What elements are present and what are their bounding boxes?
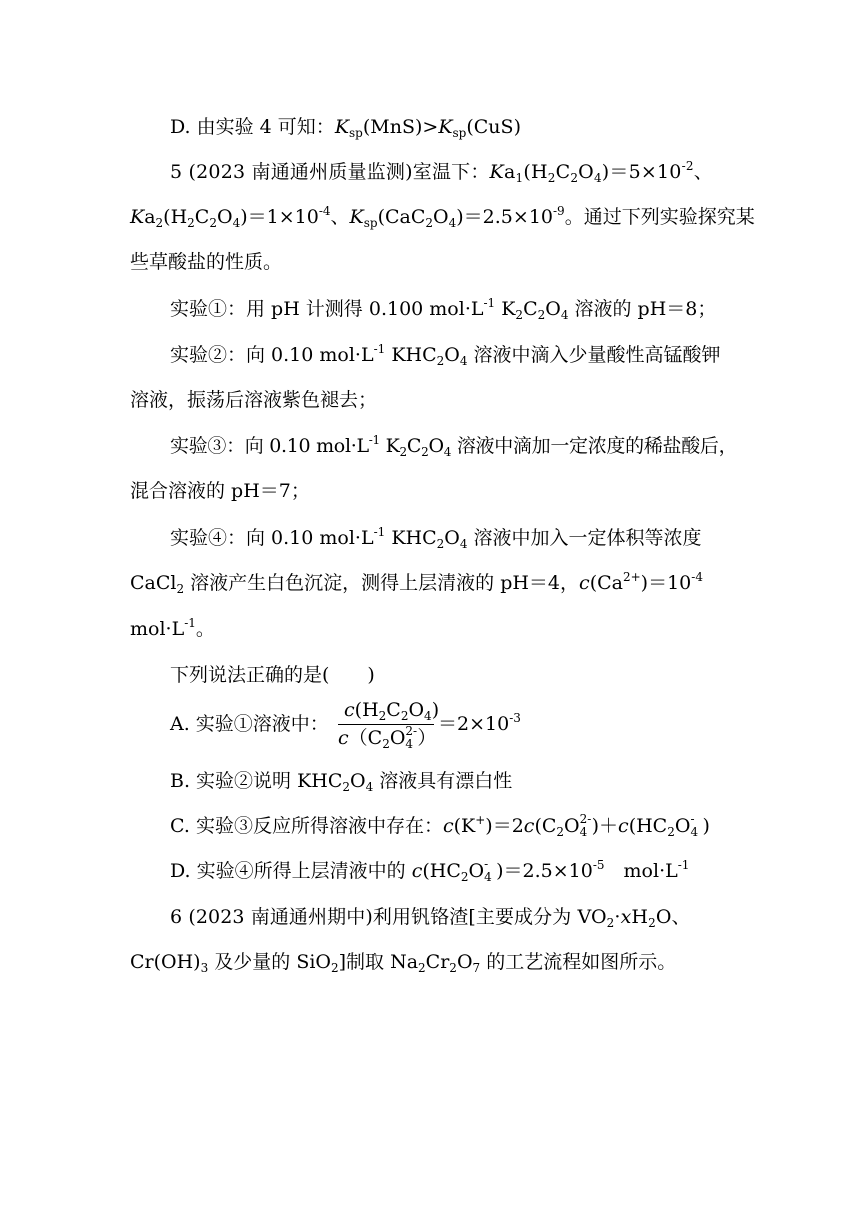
question-5-stem-line1: 5 (2023 南通通州质量监测)室温下：$Ka_1(H_2C_2O_4)=5\times 10^{-2}$、 (170, 159, 713, 185)
fraction-denominator: $c(C_2O$ 2- 4 ） (338, 724, 437, 751)
fraction-bar (338, 724, 434, 725)
fraction (334, 699, 440, 752)
experiment-4-line2: CaCl$_2$ 溶液产生白色沉淀，测得上层清液的 pH＝4，$c(Ca^{2+})=10^{-4}$ (130, 570, 703, 596)
question-prompt: 下列说法正确的是( ) (170, 664, 375, 686)
experiment-1: 实验①：用 pH 计测得 0.100 $mol\cdot L^{-1}$ $K_2C_2O_4$ 溶液的 pH＝8； (170, 296, 717, 322)
question-6-stem-line2: $Cr(OH)_3$ 及少量的 SiO$_2$]制取 $Na_2Cr_2O_7$ 的工艺流程如图所示。 (130, 951, 677, 975)
question-5-stem-line3: 些草酸盐的性质。 (130, 251, 283, 273)
option-a: A. 实验①溶液中： $c(H_2C_2O_4)$ $c(C_2O$ 2- 4 ） $=2\times 10^{-3}$ (170, 699, 521, 751)
option-d-prev: D. 由实验 4 可知：$K_{sp}(MnS)>K_{sp}(CuS)$ (170, 116, 521, 140)
option-d: D. 实验④所得上层清液中的 $c(HC_2O$ - 4 )$=2.5\times 10^{-5}$ $mol\cdot L^{-1}$ (170, 857, 690, 884)
experiment-2-line2: 溶液，振荡后溶液紫色褪去； (130, 389, 378, 411)
experiment-4-line1: 实验④：向 0.10 $mol\cdot L^{-1}$ $KHC_2O_4$ 溶液中加入一定体积等浓度 (170, 525, 702, 551)
question-5-stem-line2: $Ka_2(H_2C_2O_4)=1\times 10^{-4}$、$K_{sp}(CaC_2O_4)=2.5\times 10^{-9}$。通过下列实验探究某 (130, 204, 755, 230)
question-6-stem-line1: 6 (2023 南通通州期中)利用钒铬渣[主要成分为 $VO_2\cdot xH_2O$、 (170, 906, 691, 930)
experiment-4-line3: $mol\cdot L^{-1}$。 (130, 616, 215, 640)
option-c: C. 实验③反应所得溶液中存在：$c(K^+)=2c(C_2O$ 2- 4 )$+c(HC_2O$ - 4 ) (170, 812, 710, 839)
option-b: B. 实验②说明 $KHC_2O_4$ 溶液具有漂白性 (170, 770, 513, 794)
experiment-2-line1: 实验②：向 0.10 $mol\cdot L^{-1}$ $KHC_2O_4$ 溶液中滴入少量酸性高锰酸钾 (170, 342, 721, 368)
experiment-3-line2: 混合溶液的 pH＝7； (130, 480, 310, 502)
experiment-3-line1: 实验③：向 0.10 $mol\cdot L^{-1}$ $K_2C_2O_4$ 溶液中滴加一定浓度的稀盐酸后， (170, 433, 738, 459)
fraction-numerator: $c(H_2C_2O_4)$ (344, 699, 440, 723)
